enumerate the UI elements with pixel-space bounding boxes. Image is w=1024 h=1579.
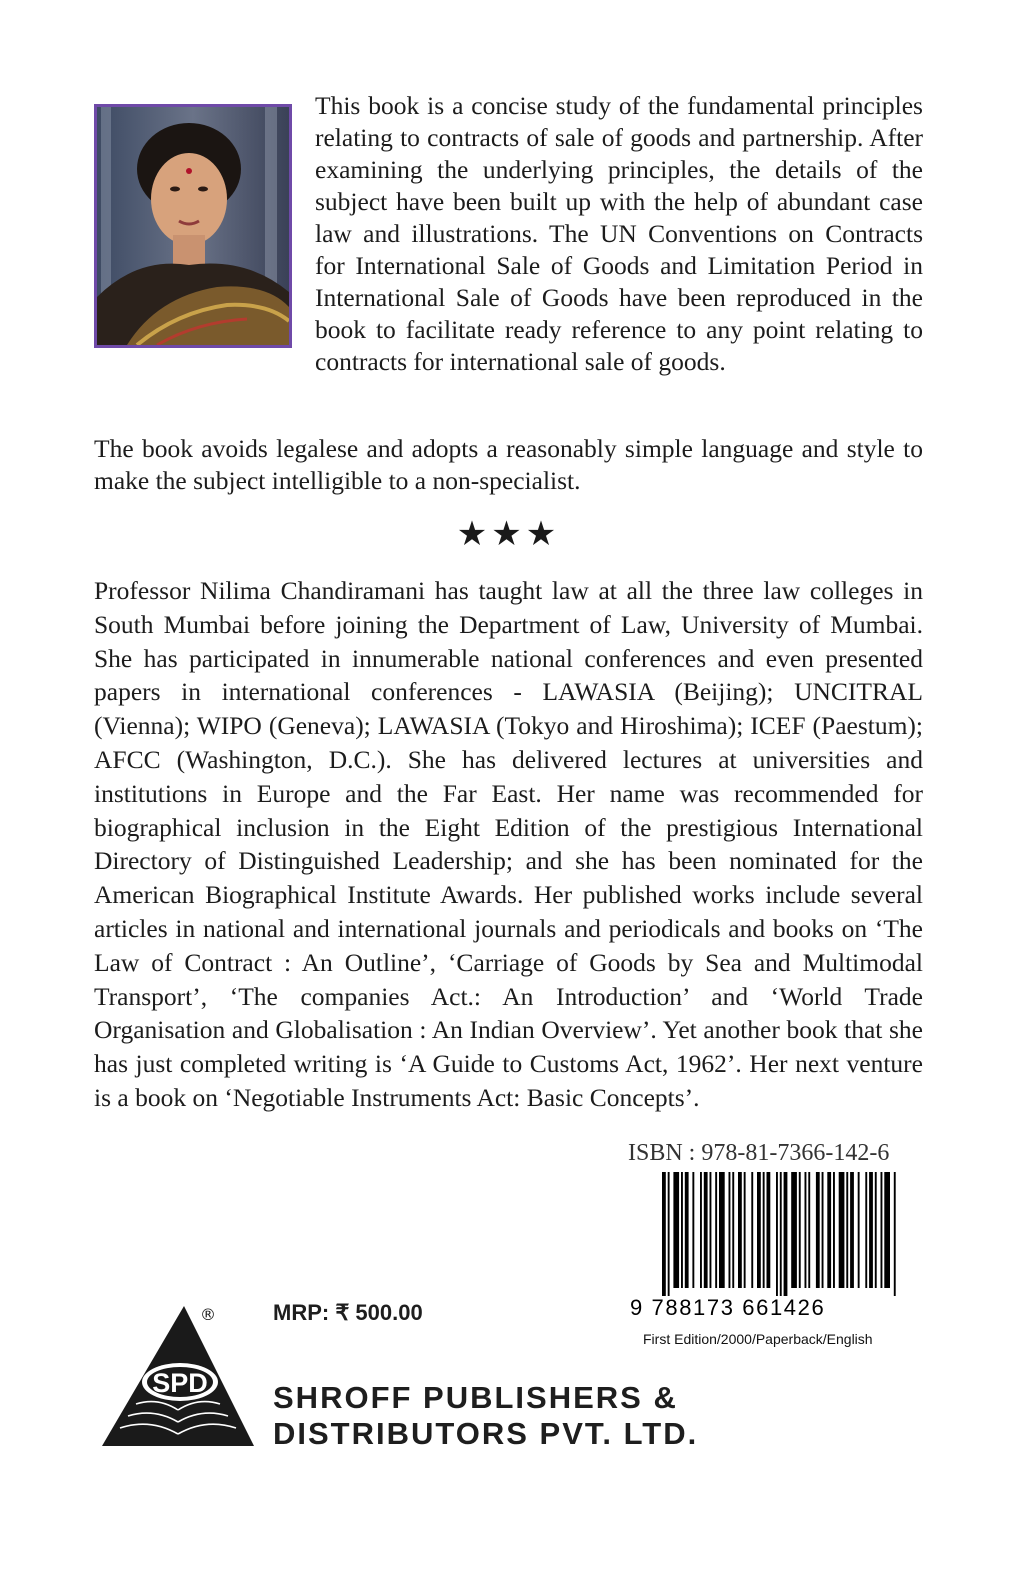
barcode-bar — [757, 1172, 761, 1288]
barcode-bar — [881, 1172, 883, 1288]
barcode-bar — [662, 1172, 666, 1296]
star-separator: ★★★ — [456, 514, 561, 554]
isbn-barcode — [628, 1172, 900, 1317]
barcode-bar — [791, 1172, 797, 1288]
publisher-name-line-2: DISTRIBUTORS PVT. LTD. — [273, 1416, 699, 1451]
publisher-name — [273, 1380, 698, 1452]
barcode-bar — [744, 1172, 746, 1288]
barcode-bar — [799, 1172, 801, 1288]
barcode-bar — [692, 1172, 694, 1288]
barcode-bar — [767, 1172, 771, 1288]
logo-text: SPD — [152, 1368, 208, 1398]
barcode-bar — [738, 1172, 742, 1288]
barcode-bar — [894, 1172, 896, 1296]
barcode-bar — [719, 1172, 725, 1288]
barcode-bar — [850, 1172, 854, 1288]
barcode-bar — [839, 1172, 845, 1288]
publisher-name-line-1: SHROFF PUBLISHERS & — [273, 1380, 678, 1415]
book-description-paragraph: This book is a concise study of the fundamental principles relating to contracts of sale of goods and partnership. After examining the underlying principles, the details of the subject have been built up with the help of abundant case law and illustrations. The UN Conventions on Contracts for International Sale of Goods and Limitation Period in International Sale of Goods have been reproduced in the book to facilitate ready reference to any point relating to contracts for international sale of goods. — [315, 91, 923, 376]
barcode-bar — [710, 1172, 712, 1288]
barcode-bar — [808, 1172, 810, 1288]
barcode-bar — [729, 1172, 731, 1288]
barcode-bar — [673, 1172, 679, 1288]
isbn-label: ISBN : 978-81-7366-142-6 — [628, 1140, 890, 1166]
registered-mark: ® — [200, 1305, 216, 1324]
barcode-bar — [833, 1172, 835, 1288]
barcode-bar — [704, 1172, 708, 1288]
barcode-bar — [858, 1172, 860, 1288]
barcode-digits: 9 788173 661426 — [630, 1295, 826, 1317]
barcode-bar — [822, 1172, 824, 1288]
barcode-bar — [751, 1172, 753, 1288]
spd-logo — [100, 1300, 260, 1450]
price-label: MRP: ₹ 500.00 — [273, 1300, 423, 1325]
barcode-bar — [884, 1172, 890, 1288]
barcode-bar — [681, 1172, 683, 1288]
author-bio-paragraph: Professor Nilima Chandiramani has taught law at all the three law colleges in South Mumbai before joining the Department of Law, University of Mumbai. She has participated in innumerable national conferences and even presented papers in international conferences - LAWASIA (Beijing); UNCITRAL (Vienna); WIPO (Geneva); LAWASIA (Tokyo and Hiroshima); ICEF (Paestum); AFCC (Washington, D.C.). She has delivered lectures at universities and institutions in Europe and the Far East. Her name was recommended for biographical inclusion in the Eight Edition of the prestigious International Directory of Distinguished Leadership; and she has been nominated for the American Biographical Institute Awards. Her published works include several articles in national and international journals and periodicals and books on ‘The Law of Contract : An Outline’, ‘Carriage of Goods by Sea and Multimodal Transport’, ‘The companies Act.: An Introduction’ and ‘World Trade Organisation and Globalisation : An Indian Overview’. Yet another book that she has just completed writing is ‘A Guide to Customs Act, 1962’. Her next venture is a book on ‘Negotiable Instruments Act: Basic Concepts’. — [94, 576, 923, 1112]
edition-info: First Edition/2000/Paperback/English — [643, 1331, 873, 1347]
barcode-bar — [685, 1172, 689, 1288]
barcode-bar — [865, 1172, 867, 1288]
barcode-bar — [875, 1172, 877, 1288]
barcode-bar — [816, 1172, 820, 1288]
barcode-bar — [715, 1172, 717, 1288]
barcode-bar — [668, 1172, 670, 1296]
barcode-bar — [780, 1172, 782, 1296]
book-style-paragraph: The book avoids legalese and adopts a reasonably simple language and style to make the subject intelligible to a non-specialist. — [94, 434, 923, 495]
barcode-bar — [776, 1172, 778, 1296]
barcode-bar — [784, 1172, 788, 1296]
barcode-bar — [732, 1172, 734, 1288]
barcode-bar — [846, 1172, 848, 1288]
barcode-bar — [869, 1172, 873, 1288]
barcode-bar — [805, 1172, 807, 1288]
author-photo — [94, 104, 292, 348]
barcode-bar — [700, 1172, 702, 1288]
barcode-bar — [763, 1172, 765, 1288]
barcode-bar — [827, 1172, 831, 1288]
